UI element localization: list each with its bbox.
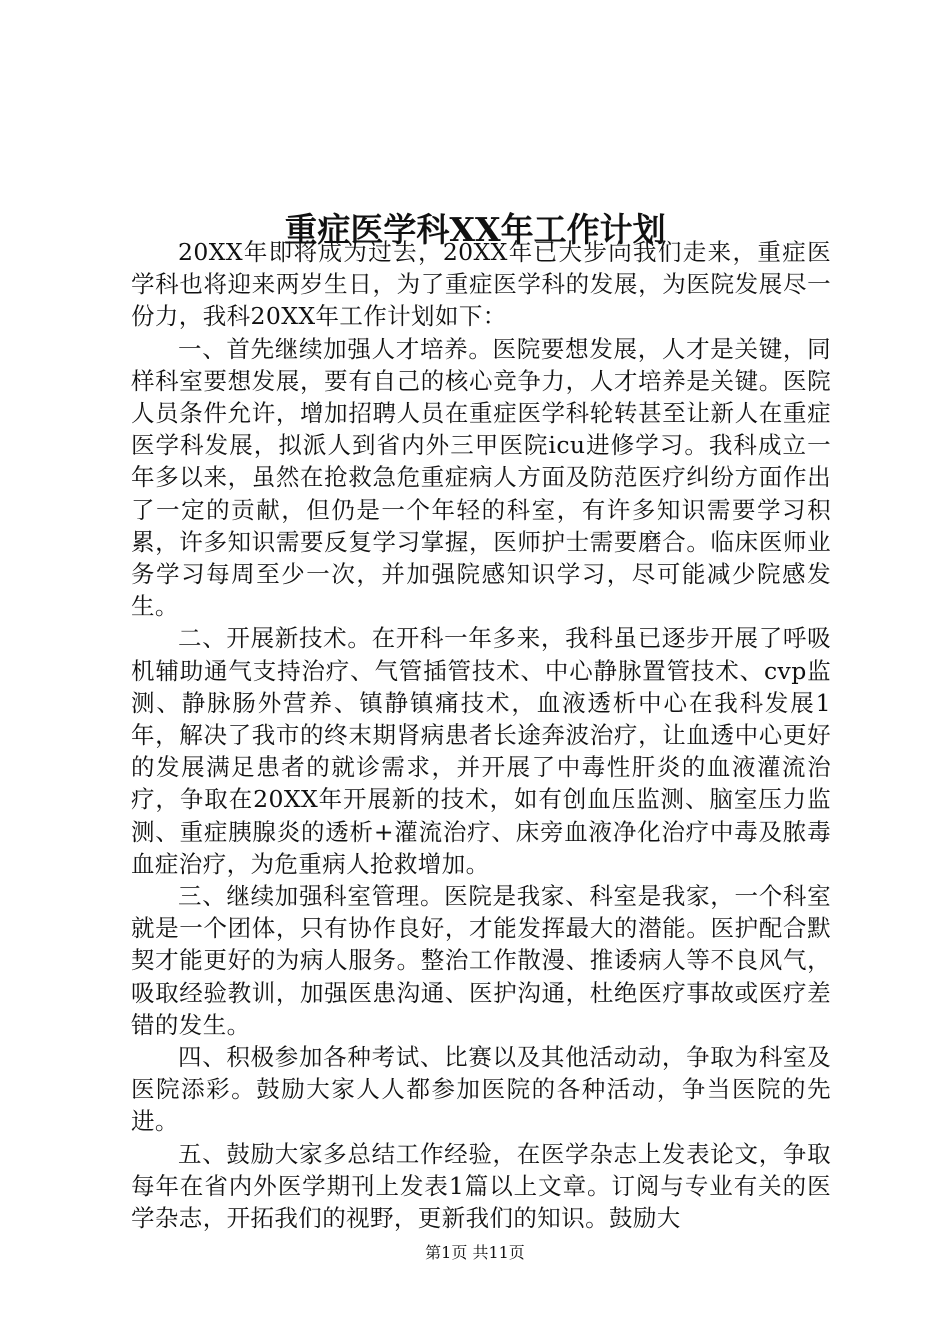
paragraph-publications: 五、鼓励大家多总结工作经验，在医学杂志上发表论文，争取每年在省内外医学期刊上发表1篇以上文章。订阅与专业有关的医学杂志，开拓我们的视野，更新我们的知识。鼓励大: [131, 1139, 831, 1233]
paragraph-department-management: 三、继续加强科室管理。医院是我家、科室是我家，一个科室就是一个团体，只有协作良好，才能发挥最大的潜能。医护配合默契才能更好的为病人服务。整治工作散漫、推诿病人等不良风气，吸取经验教训，加强医患沟通、医护沟通，杜绝医疗事故或医疗差错的发生。: [131, 882, 831, 1039]
paragraph-new-technology: 二、开展新技术。在开科一年多来，我科虽已逐步开展了呼吸机辅助通气支持治疗、气管插管技术、中心静脉置管技术、cvp监测、静脉肠外营养、镇静镇痛技术，血液透析中心在我科发展1年，解决了我市的终末期肾病患者长途奔波治疗，让血透中心更好的发展满足患者的就诊需求，并开展了中毒性肝炎的血液灌流治疗，争取在20XX年开展新的技术，如有创血压监测、脑室压力监测、重症胰腺炎的透析+灌流治疗、床旁血液净化治疗中毒及脓毒血症治疗，为危重病人抢救增加。: [131, 624, 831, 878]
paragraph-intro: 20XX年即将成为过去，20XX年已大步向我们走来，重症医学科也将迎来两岁生日，为了重症医学科的发展，为医院发展尽一份力，我科20XX年工作计划如下：: [131, 238, 831, 331]
paragraph-talent-training: 一、首先继续加强人才培养。医院要想发展，人才是关键，同样科室要想发展，要有自己的核心竞争力，人才培养是关键。医院人员条件允许，增加招聘人员在重症医学科轮转甚至让新人在重症医学科发展，拟派人到省内外三甲医院icu进修学习。我科成立一年多以来，虽然在抢救急危重症病人方面及防范医疗纠纷方面作出了一定的贡献，但仍是一个年轻的科室，有许多知识需要学习积累，许多知识需要反复学习掌握，医师护士需要磨合。临床医师业务学习每周至少一次，并加强院感知识学习，尽可能减少院感发生。: [131, 334, 831, 621]
document-body: [131, 236, 831, 1234]
document-title: 重症医学科XX年工作计划: [284, 210, 666, 250]
page-footer: 第1页 共11页: [425, 1243, 525, 1262]
paragraph-activities: 四、积极参加各种考试、比赛以及其他活动动，争取为科室及医院添彩。鼓励大家人人都参加医院的各种活动，争当医院的先进。: [131, 1043, 831, 1136]
